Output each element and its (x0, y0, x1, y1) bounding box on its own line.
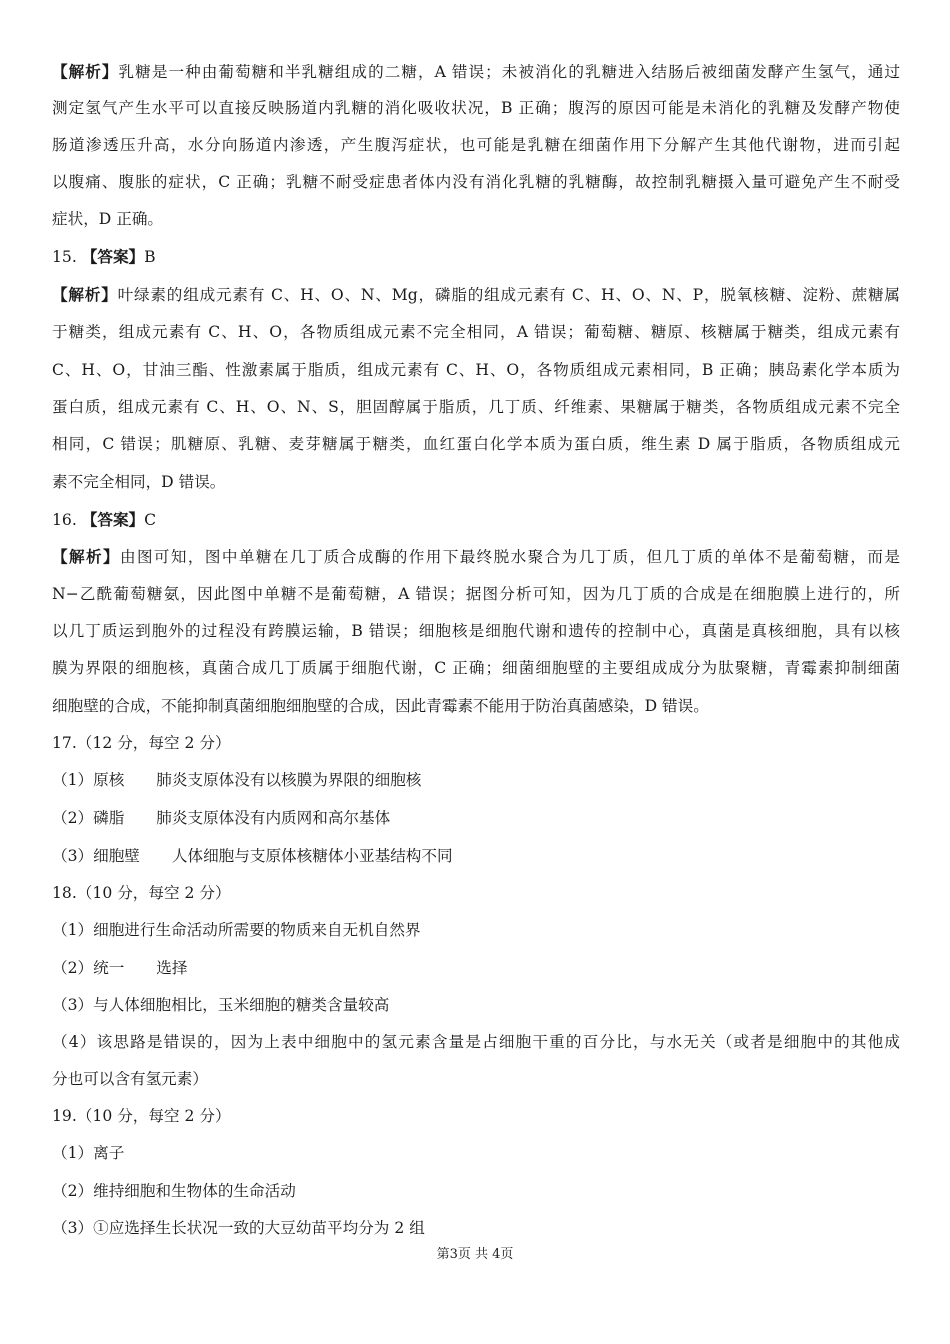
text-line (52, 584, 900, 604)
text-line (52, 808, 900, 828)
text-segment: （4）该思路是错误的，因为上表中细胞中的氢元素含量是占细胞干重的百分比，与水无关（或者是细胞中的其他成 (52, 1033, 900, 1051)
section-label: 【解析】 (52, 547, 120, 566)
text-line (52, 472, 900, 492)
text-segment: N−乙酰葡萄糖氨，因此图中单糖不是葡萄糖，A 错误；据图分析可知，因为几丁质的合成是在细胞膜上进行的，所 (52, 585, 900, 603)
text-segment: （1）原核 (52, 771, 125, 789)
text-line (52, 397, 900, 417)
text-segment: （3）①应选择生长状况一致的大豆幼苗平均分为 2 组 (52, 1219, 425, 1237)
text-segment: 由图可知，图中单糖在几丁质合成酶的作用下最终脱水聚合为几丁质，但几丁质的单体不是葡萄糖，而是 (119, 548, 900, 566)
text-line (52, 135, 900, 155)
text-line (52, 547, 900, 567)
text-line (52, 846, 900, 866)
text-segment: （2）统一 (52, 959, 125, 977)
page-footer: 第3页 共 4页 (436, 1247, 514, 1262)
text-line (52, 883, 900, 903)
text-line (52, 322, 900, 342)
section-label: 【解析】 (52, 285, 118, 304)
text-segment: 细胞壁的合成，不能抑制真菌细胞细胞壁的合成，因此青霉素不能用于防治真菌感染，D 错误。 (52, 697, 709, 715)
text-segment: 16. (52, 511, 82, 529)
text-line (52, 172, 900, 192)
text-line (52, 98, 900, 118)
text-line (52, 1143, 900, 1163)
text-segment: C (144, 511, 157, 529)
text-line (52, 920, 900, 940)
text-line (52, 1032, 900, 1052)
text-segment: 肠道渗透压升高，水分向肠道内渗透，产生腹泻症状，也可能是乳糖在细菌作用下分解产生其他代谢物，进而引起 (52, 136, 900, 154)
text-segment: 叶绿素的组成元素有 C、H、O、N、Mg，磷脂的组成元素有 C、H、O、N、P，脱氧核糖、淀粉、蔗糖属 (117, 286, 900, 304)
text-segment: （3）与人体细胞相比，玉米细胞的糖类含量较高 (52, 996, 390, 1014)
text-segment: 症状，D 正确。 (52, 210, 164, 228)
text-segment: 膜为界限的细胞核，真菌合成几丁质属于细胞代谢，C 正确；细菌细胞壁的主要组成成分为肽聚糖，青霉素抑制细菌 (52, 659, 900, 677)
text-segment: （2）磷脂 (52, 809, 125, 827)
text-segment: 18.（10 分，每空 2 分） (52, 884, 231, 902)
text-line (52, 621, 900, 641)
text-segment: 分也可以含有氢元素） (52, 1070, 208, 1088)
text-line (52, 510, 900, 530)
text-segment: B (144, 248, 156, 266)
text-segment: 素不完全相同，D 错误。 (52, 473, 226, 491)
text-segment: 乳糖是一种由葡萄糖和半乳糖组成的二糖，A 错误；未被消化的乳糖进入结肠后被细菌发酵产生氢气，通过 (118, 63, 900, 81)
text-line (52, 770, 900, 790)
text-line (52, 247, 900, 267)
text-line (52, 1218, 900, 1238)
text-line (52, 658, 900, 678)
text-segment: 相同，C 错误；肌糖原、乳糖、麦芽糖属于糖类，血红蛋白化学本质为蛋白质，维生素 D 属于脂质，各物质组成元 (52, 435, 900, 453)
text-segment: 蛋白质，组成元素有 C、H、O、N、S，胆固醇属于脂质，几丁质、纤维素、果糖属于糖类，各物质组成元素不完全 (52, 398, 900, 416)
text-segment: （2）维持细胞和生物体的生命活动 (52, 1182, 296, 1200)
text-line (52, 1106, 900, 1126)
text-segment: 19.（10 分，每空 2 分） (52, 1107, 231, 1125)
text-segment: （1）细胞进行生命活动所需要的物质来自无机自然界 (52, 921, 421, 939)
text-segment: 15. (52, 248, 82, 266)
text-segment: 以腹痛、腹胀的症状，C 正确；乳糖不耐受症患者体内没有消化乳糖的乳糖酶，故控制乳糖摄入量可避免产生不耐受 (52, 173, 900, 191)
text-line (52, 733, 900, 753)
text-line (52, 1181, 900, 1201)
text-line (52, 995, 900, 1015)
text-segment: （1）离子 (52, 1144, 125, 1162)
text-segment: 17.（12 分，每空 2 分） (52, 734, 231, 752)
text-segment: （3）细胞壁 (52, 847, 140, 865)
text-segment: 肺炎支原体没有内质网和高尔基体 (156, 809, 391, 827)
text-segment: C、H、O，甘油三酯、性激素属于脂质，组成元素有 C、H、O，各物质组成元素相同，B 正确；胰岛素化学本质为 (52, 361, 900, 379)
text-segment: 选择 (156, 959, 188, 977)
text-line (52, 696, 900, 716)
text-line (52, 958, 900, 978)
text-line (52, 209, 900, 229)
text-line (52, 360, 900, 380)
text-segment: 以几丁质运到胞外的过程没有跨膜运输，B 错误；细胞核是细胞代谢和遗传的控制中心，真菌是真核细胞，具有以核 (52, 622, 900, 640)
text-segment: 测定氢气产生水平可以直接反映肠道内乳糖的消化吸收状况，B 正确；腹泻的原因可能是未消化的乳糖及发酵产物使 (52, 99, 900, 117)
text-line (52, 1069, 900, 1089)
section-label: 【答案】 (81, 247, 145, 266)
text-line (52, 285, 900, 305)
section-label: 【解析】 (52, 62, 119, 81)
text-segment: 于糖类，组成元素有 C、H、O，各物质组成元素不完全相同，A 错误；葡萄糖、糖原、核糖属于糖类，组成元素有 (52, 323, 900, 341)
text-segment: 肺炎支原体没有以核膜为界限的细胞核 (156, 771, 422, 789)
section-label: 【答案】 (81, 510, 145, 529)
text-line (52, 434, 900, 454)
text-segment: 人体细胞与支原体核糖体小亚基结构不同 (171, 847, 453, 865)
text-line (52, 62, 900, 82)
